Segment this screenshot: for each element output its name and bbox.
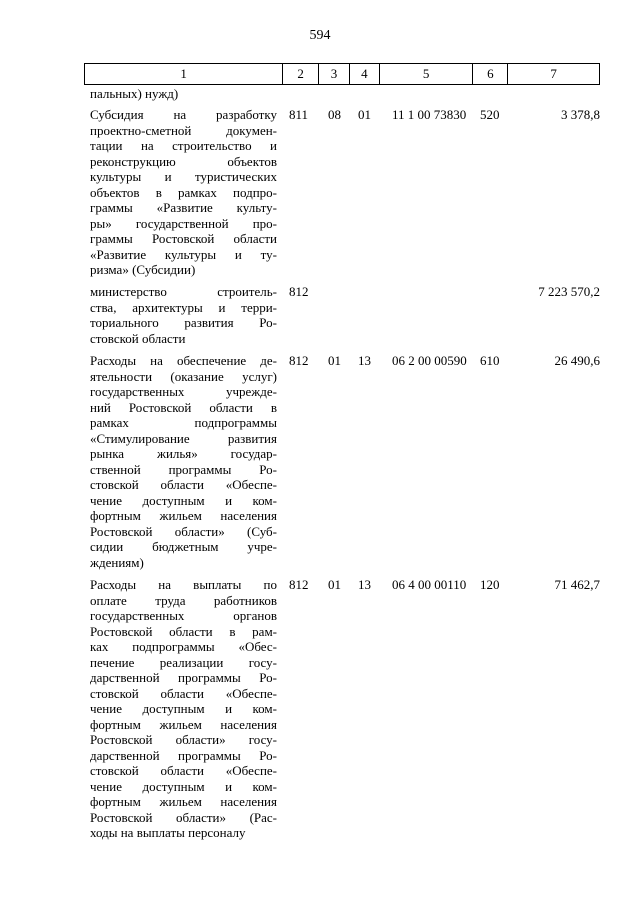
row-description	[90, 107, 277, 278]
description-line: ждениям)	[90, 554, 144, 570]
description-line: фортным жильем населения	[90, 794, 277, 809]
description-line: чение доступным и ком-	[90, 492, 277, 508]
description-line: дарственной программы Ро-	[90, 747, 277, 763]
description-line: рамках подпрограммы	[90, 415, 277, 430]
description-line: Субсидия на разработку	[90, 107, 277, 122]
cell-col-2: 812	[289, 577, 309, 592]
description-line: «Развитие культуры и ту-	[90, 246, 277, 262]
description-line: ры» государственной про-	[90, 215, 277, 231]
description-line: Ростовской области» (Рас-	[90, 809, 277, 825]
description-line: граммы Ростовской области	[90, 231, 277, 246]
description-line: граммы «Развитие культу-	[90, 200, 277, 215]
description-line: чение доступным и ком-	[90, 701, 277, 716]
description-line: оплате труда работников	[90, 592, 277, 608]
description-line: ризма» (Субсидии)	[90, 262, 196, 277]
header-col-3: 3	[319, 64, 350, 84]
description-line: ний Ростовской области в	[90, 399, 277, 415]
header-col-7: 7	[550, 66, 557, 81]
description-line: ториального развития Ро-	[90, 315, 277, 330]
description-line: стовской области «Обеспе-	[90, 763, 277, 778]
description-line: проектно-сметной докумен-	[90, 122, 277, 138]
cell-col-6: 120	[480, 577, 500, 592]
continued-text: пальных) нужд)	[90, 86, 179, 101]
description-line: фортным жильем населения	[90, 716, 277, 732]
cell-col-3: 01	[328, 577, 341, 592]
cell-col-2: 812	[289, 353, 309, 368]
cell-col-5: 06 2 00 00590	[392, 353, 467, 368]
header-col-5: 5	[380, 64, 474, 84]
description-line: Ростовской области» (Суб-	[90, 523, 277, 539]
cell-col-3: 01	[328, 353, 341, 368]
description-line: объектов в рамках подпро-	[90, 184, 277, 200]
description-line: дарственной программы Ро-	[90, 670, 277, 685]
header-col-6: 6	[473, 64, 508, 84]
description-line: стовской области	[90, 330, 186, 346]
cell-col-7: 7 223 570,2	[538, 284, 600, 299]
description-line: культуры и туристических	[90, 169, 277, 184]
row-description	[90, 284, 277, 346]
description-line: министерство строитель-	[90, 284, 277, 299]
cell-col-6: 610	[480, 353, 500, 368]
description-line: стовской области «Обеспе-	[90, 685, 277, 701]
cell-col-7: 71 462,7	[554, 577, 600, 592]
cell-col-3: 08	[328, 107, 341, 122]
cell-col-2: 811	[289, 107, 309, 122]
description-line: реконструкцию объектов	[90, 153, 277, 169]
description-line: государственных учрежде-	[90, 384, 277, 399]
cell-col-4: 13	[358, 577, 371, 592]
table-header	[84, 63, 600, 85]
cell-col-5: 11 1 00 73830	[392, 107, 467, 122]
header-col-1: 1	[85, 64, 283, 84]
description-line: Ростовской области в рам-	[90, 623, 277, 639]
header-col-2: 2	[283, 64, 319, 84]
description-line: ятельности (оказание услуг)	[90, 368, 277, 384]
cell-col-2: 812	[289, 284, 309, 299]
cell-col-7: 3 378,8	[561, 107, 600, 122]
row-description	[90, 353, 277, 570]
description-line: чение доступным и ком-	[90, 778, 277, 794]
description-line: стовской области «Обеспе-	[90, 477, 277, 492]
cell-col-5: 06 4 00 00110	[392, 577, 467, 592]
description-line: «Стимулирование развития	[90, 430, 277, 446]
description-line: тации на строительство и	[90, 138, 277, 153]
cell-col-7: 26 490,6	[554, 353, 600, 368]
description-line: сидии бюджетным учре-	[90, 539, 277, 554]
description-line: ства, архитектуры и терри-	[90, 299, 277, 315]
cell-col-4: 01	[358, 107, 371, 122]
description-line: ках подпрограммы «Обес-	[90, 639, 277, 654]
cell-col-6: 520	[480, 107, 500, 122]
description-line: Расходы на выплаты по	[90, 577, 277, 592]
description-line: государственных органов	[90, 608, 277, 623]
description-line: Ростовской области» госу-	[90, 732, 277, 747]
description-line: ственной программы Ро-	[90, 461, 277, 477]
cell-col-4: 13	[358, 353, 371, 368]
description-line: ходы на выплаты персоналу	[90, 825, 246, 840]
description-line: Расходы на обеспечение де-	[90, 353, 277, 368]
page-number: 594	[309, 28, 331, 43]
description-line: фортным жильем населения	[90, 508, 277, 523]
row-description	[90, 577, 277, 841]
header-col-4: 4	[350, 64, 380, 84]
description-line: рынка жилья» государ-	[90, 446, 277, 461]
description-line: печение реализации госу-	[90, 654, 277, 670]
